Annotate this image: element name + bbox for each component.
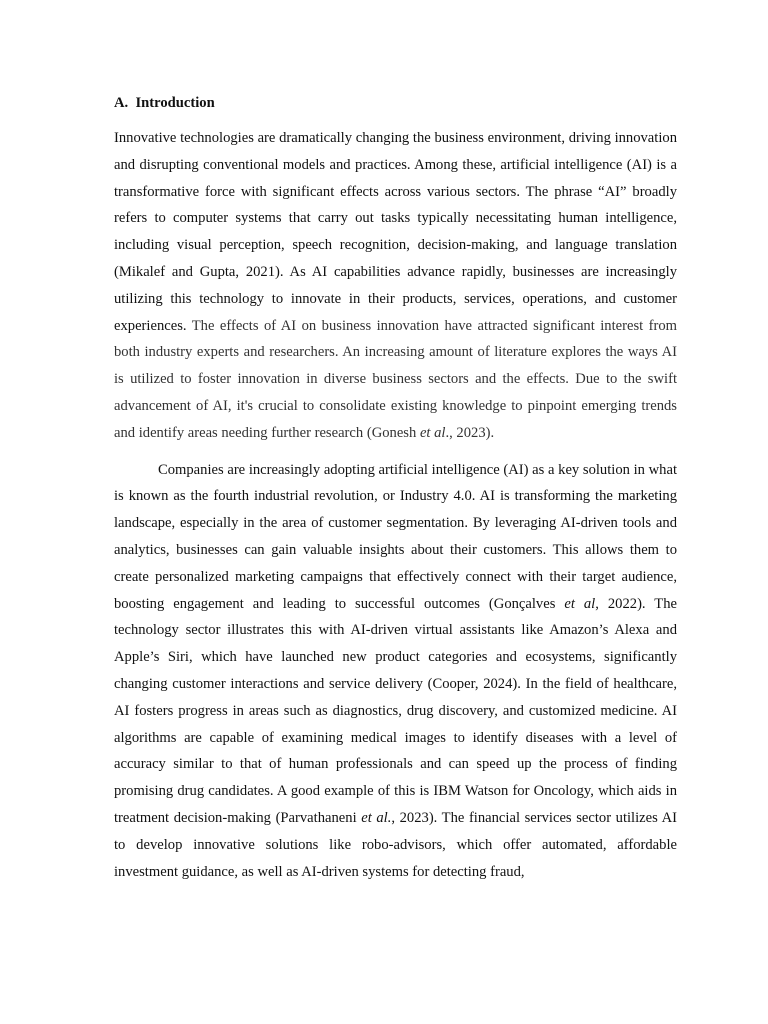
paragraph-text: Companies are increasingly adopting artificial intelligence (AI) as a key solution in what is known as the fourth industrial revolution, or Industry 4.0. AI is transforming the marketing landscape, especially in the area of customer segmentation. By leveraging AI-driven tools and analytics, businesses can gain valuable insights about their customers. This allows them to create personalized marketing campaigns that effectively connect with their target audience, boosting engagement and leading to successful outcomes (Gonçalves [114, 461, 677, 612]
section-title: Introduction [135, 95, 215, 111]
paragraph-text: ., 2023). [445, 424, 495, 441]
citation-italic: et al. [361, 809, 392, 826]
section-heading [114, 91, 677, 115]
document-page [114, 91, 677, 885]
citation-italic: et al [564, 595, 596, 612]
paragraph-adoption [114, 457, 677, 886]
section-number: A. [114, 95, 129, 111]
paragraph-introduction [114, 125, 677, 447]
citation-italic: et al [419, 424, 446, 441]
paragraph-text: The effects of AI on business innovation have attracted significant interest from both industry experts and researchers. An increasing amount of literature explores the ways AI is utilized to foster innovation in diverse business sectors and the effects. Due to the swift advancement of AI, it's crucial to consolidate existing knowledge to pinpoint emerging trends and identify areas needing further research (Gonesh [114, 317, 678, 441]
paragraph-text: Innovative technologies are dramatically changing the business environment, driving innovation and disrupting conventional models and practices. Among these, artificial intelligence (AI) is a transformative force with significant effects across various sectors. The phrase “AI” broadly refers to computer systems that carry out tasks typically necessitating human intelligence, including visual perception, speech recognition, decision-making, and language translation (Mikalef and Gupta, 2021). As AI capabilities advance rapidly, businesses are increasingly utilizing this technology to innovate in their products, services, operations, and customer experiences. [114, 130, 677, 334]
paragraph-text: , 2023). The financial services sector utilizes AI to develop innovative solutions like robo-advisors, which offer automated, affordable investment guidance, as well as AI-driven systems for detecting fraud, [114, 809, 677, 880]
paragraph-text: , 2022). The technology sector illustrates this with AI-driven virtual assistants like Amazon’s Alexa and Apple’s Siri, which have launched new product categories and ecosystems, significantly changing customer interactions and service delivery (Cooper, 2024). In the field of healthcare, AI fosters progress in areas such as diagnostics, drug discovery, and customized medicine. AI algorithms are capable of examining medical images to identify diseases with a level of accuracy similar to that of human professionals and can speed up the process of finding promising drug candidates. A good example of this is IBM Watson for Oncology, which aids in treatment decision-making (Parvathaneni [114, 595, 677, 826]
